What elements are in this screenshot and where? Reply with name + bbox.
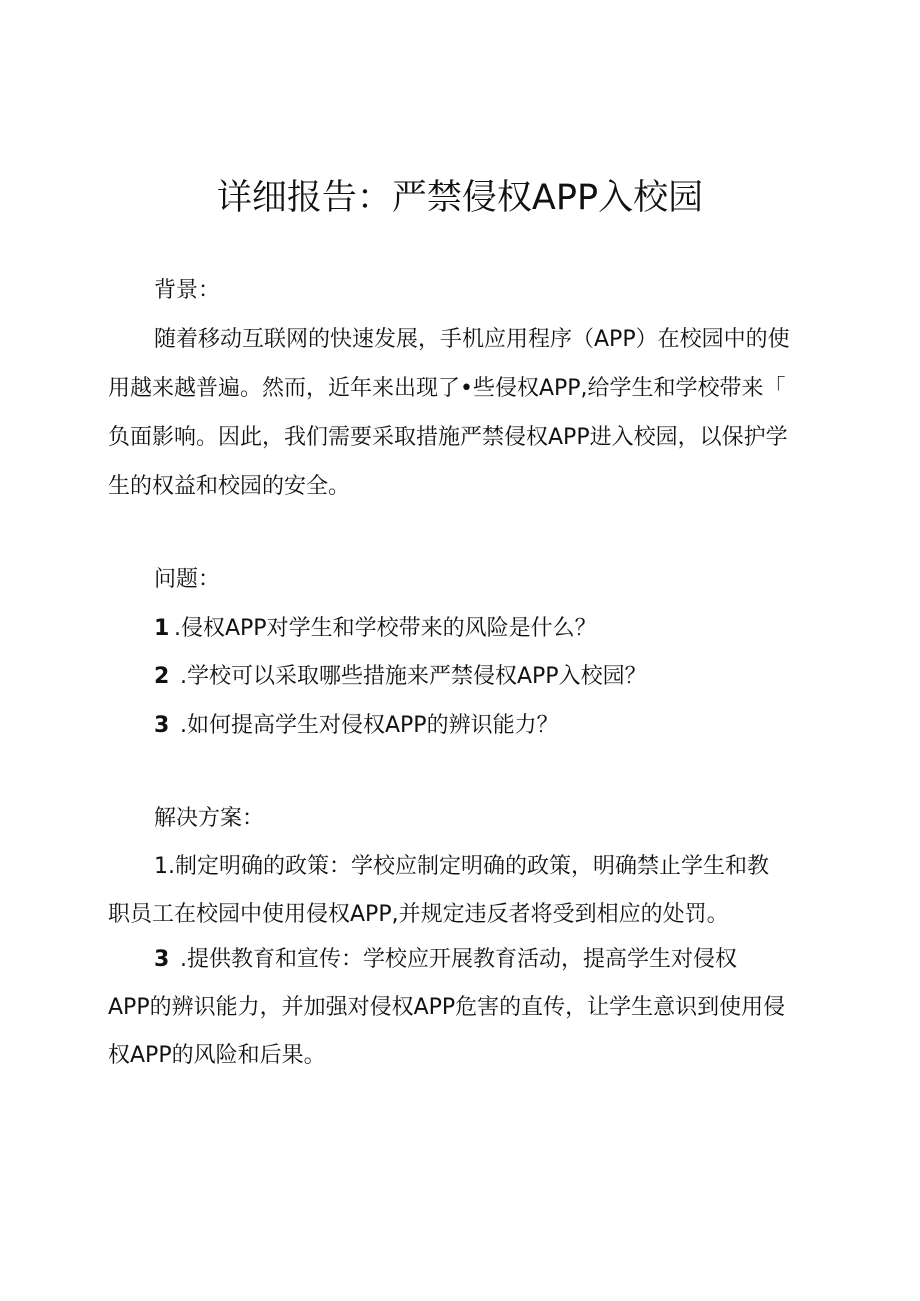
- background-line-4: 生的权益和校园的安全。: [108, 474, 351, 499]
- questions-heading: 问题：: [154, 567, 221, 592]
- question-text: .学校可以采取哪些措施来严禁侵权APP入校园？: [180, 664, 647, 689]
- solution-number: 3: [154, 947, 170, 972]
- background-line-1: 随着移动互联网的快速发展，手机应用程序（APP）在校园中的使: [154, 327, 790, 352]
- solutions-heading: 解决方案：: [154, 806, 265, 831]
- question-item-1: [154, 614, 869, 644]
- solution-3-line-2: APP的辨识能力，并加强对侵权APP危害的直传，让学生意识到使用侵: [108, 995, 786, 1020]
- solution-3-line-1: [154, 945, 869, 975]
- question-number: 3: [154, 713, 170, 738]
- background-line-3: 负面影响。因此，我们需要采取措施严禁侵权APP进入校园，以保护学: [108, 425, 788, 450]
- question-number: 1: [154, 616, 170, 641]
- question-number: 2: [154, 664, 170, 689]
- question-text: .如何提高学生对侵权APP的辨识能力？: [180, 713, 559, 738]
- background-line-2: 用越来越普遍。然而，近年来出现了•些侵权APP,给学生和学校带来「: [108, 376, 786, 401]
- question-item-2: [154, 662, 869, 692]
- solution-text: .提供教育和宣传：学校应开展教育活动，提高学生对侵权: [180, 947, 737, 972]
- solution-1-line-2: 职员工在校园中使用侵权APP,并规定违反者将受到相应的处罚。: [108, 902, 729, 927]
- solution-3-line-3: 权APP的风险和后果。: [108, 1043, 326, 1068]
- question-text: .侵权APP对学生和学校带来的风险是什么？: [174, 616, 597, 641]
- background-heading: 背景：: [154, 278, 221, 303]
- question-item-3: [154, 711, 869, 741]
- solution-1-line-1: 1.制定明确的政策：学校应制定明确的政策，明确禁止学生和教: [154, 854, 769, 879]
- document-title: 详细报告：严禁侵权APP入校园: [216, 178, 704, 218]
